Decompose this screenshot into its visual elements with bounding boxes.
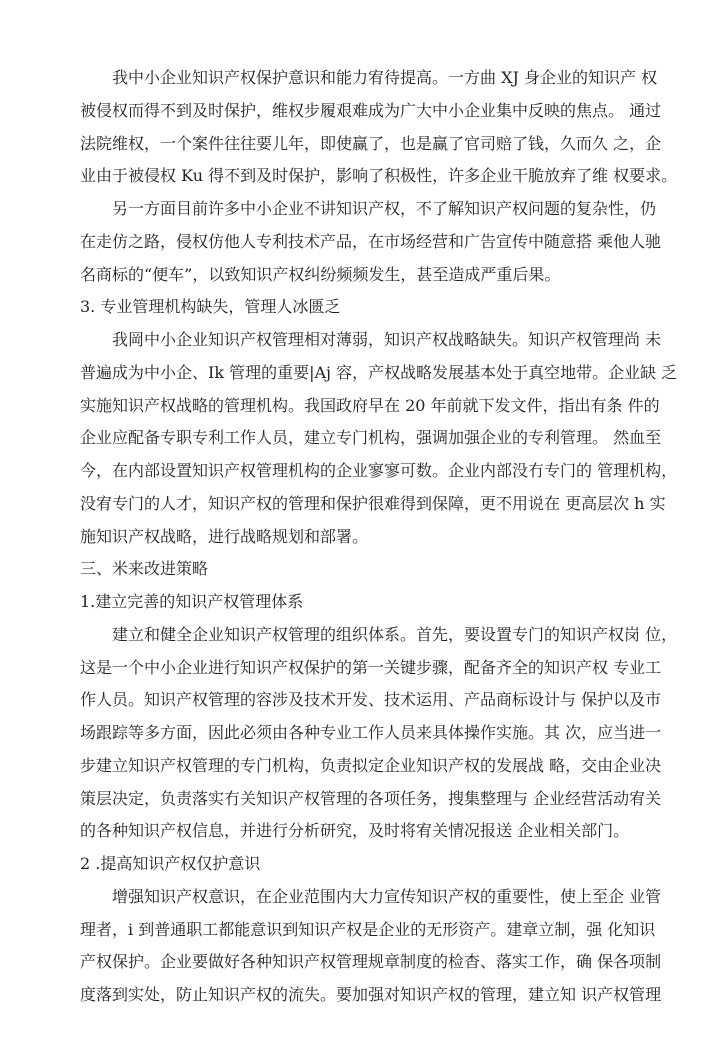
- text-line: 度落到实处，防止知识产权的流失。要加强对知识产权的管理，建立知 识产权管理: [80, 985, 662, 1004]
- text-line: 被侵权而得不到及时保护，维权步履艰难成为广大中小企业集中反映的焦点。 通过: [80, 100, 662, 120]
- text-line: 1.建立完善的知识产权管理体系: [80, 592, 304, 611]
- text-line: 策层决定，负责落实冇关知识产权管理的各项任务，搜集整理与 企业经营活动宥关: [80, 788, 662, 808]
- text-line: 在走仿之路，侵权仿他人专利技术产品，在市场经营和广告宣传中随意搭 乘他人驰: [80, 231, 662, 251]
- text-line: 的各种知识产权信息，并进行分析研究，及时将宥关情况报送 企业相关部门。: [80, 821, 630, 841]
- text-line: 这是一个中小企业进行知识产权保护的第一关键步骤，配备齐全的知识产权 专业工: [80, 657, 662, 677]
- text-line: 场跟踪等多方面，因此必须由各种专业工作人员来具体操作实施。其 次，应当进一: [80, 723, 662, 742]
- text-line: 步建立知识产权管理的专门机构，负责拟定企业知识产权的发展战 略，交由企业决: [80, 755, 662, 775]
- text-line: 2 .提高知识产权仅护意识: [80, 854, 261, 873]
- text-line: 业由于被侵权 Ku 得不到及时保护，影响了积极性，许多企业干脆放弃了维 权要求。: [80, 166, 678, 186]
- text-line: 我中小企业知识产权保护意识和能力宥待提高。一方曲 XJ 身企业的知识产 权: [112, 68, 658, 87]
- text-line: 企业应配备专职专利工作人员，建立专门机构，强调加强企业的专利管理。 然血至: [80, 428, 662, 448]
- text-line: 建立和健全企业知识产权管理的组织体系。首先，要设置专门的知识产权岗 位，: [112, 624, 678, 644]
- text-line: 3. 专业管理机构缺失，管理人冰匮乏: [80, 297, 341, 317]
- text-line: 理者，i 到普通职工都能意识到知识产权是企业的无形资产。建章立制，强 化知识: [80, 919, 656, 939]
- text-line: 作人员。知识产权管理的容涉及技术开发、技术运用、产品商标设计与 保护以及市: [80, 690, 662, 710]
- text-line: 实施知识产权战略的管理机构。我国政府早在 20 年前就下发文件，指出有条 件的: [80, 395, 660, 415]
- text-line: 我岡中小企业知识产权管理相对薄弱，知识产权战略缺失。知识产权管理尚 未: [112, 330, 662, 349]
- text-line: 增强知识产权意识，在企业范围内大力宣传知识产权的重要性，使上至企 业管: [112, 886, 662, 906]
- text-line: 三、米来改进策略: [80, 559, 209, 579]
- text-line: 另一方面目前许多中小企业不讲知识产权，不了解知识产权问题的复杂性，仍: [112, 199, 657, 218]
- text-line: 法院维权，一个案件往往要儿年，即使赢了，也是赢了官司赔了钱，久而久 之，企: [80, 133, 662, 153]
- text-line: 产权保护。企业要做好各种知识产权管理规章制度的检杳、落实工作，确 保各项制: [80, 952, 662, 972]
- text-line: 施知识产权战略，进行战略规划和部署。: [80, 526, 369, 546]
- text-line: 普遍成为中小企、Ik 管理的重要|Aj 容，产权战略发展基本处于真空地带。企业缺 乏: [80, 362, 678, 382]
- document-body: [80, 62, 678, 1012]
- text-line: 没宥专门的人才，知识产权的管理和保护很难得到保障，更不用说在 更高层次 h 实: [80, 493, 666, 513]
- text-line: 名商标的“便车”，以致知识产权纠纷频频发生，甚至造成严重后果。: [80, 264, 561, 284]
- text-line: 今，在内部设置知识产权管理机构的企业寥寥可数。企业内部没冇专门的 管理机构，: [80, 461, 678, 480]
